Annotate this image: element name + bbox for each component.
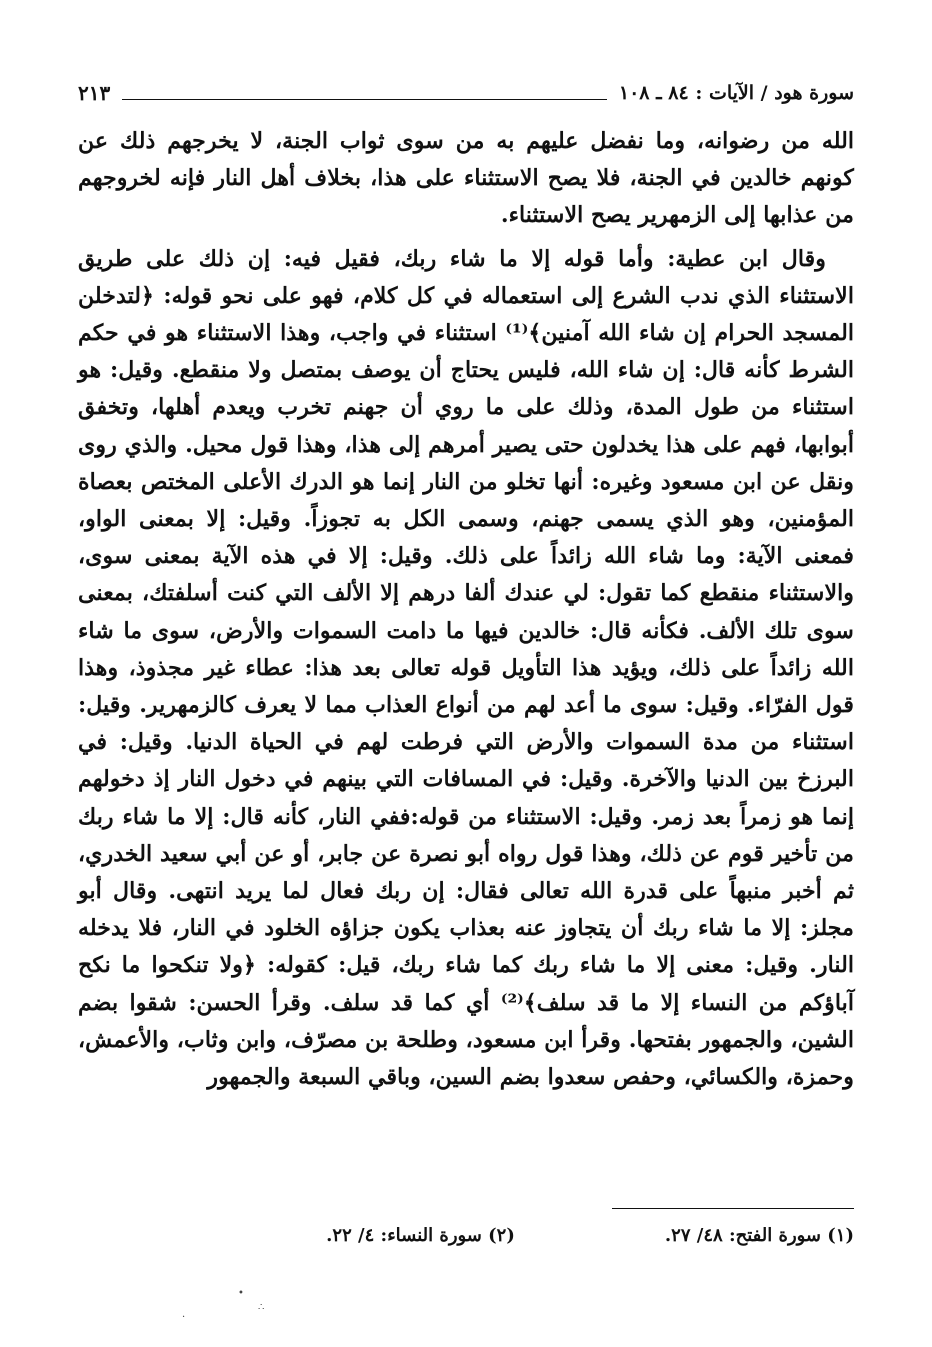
- footnote-2: (٢) سورة النساء: ٤/ ٢٢.: [326, 1225, 515, 1246]
- page-number: ٢١٣: [78, 81, 111, 105]
- paragraph-1: الله من رضوانه، وما نفضل عليهم به من سوى ثواب الجنة، لا يخرجهم ذلك عن كونهم خالدين في الجنة، فلا يصح الاستثناء على هذا، بخلاف أهل النار فإنه لخروجهم من عذابها إلى الزمهرير يصح الاستثناء.: [78, 128, 854, 229]
- header-title: سورة هود / الآيات : ٨٤ ـ ١٠٨: [618, 82, 854, 104]
- paragraph-2: وقال ابن عطية: وأما قوله إلا ما شاء ربك، فقيل فيه: إن ذلك على طريق الاستثناء الذي ندب الشرع إلى استعماله في كل كلام، فهو على نحو قوله: ﴿لتدخلن المسجد الحرام إن شاء الله آمنين﴾⁽¹⁾ استثناء في واجب، وهذا الاستثناء هو في حكم الشرط كأنه قال: إن شاء الله، فليس يحتاج أن يوصف بمتصل ولا منقطع. وقيل: هو استثناء من طول المدة، وذلك على ما روي أن جهنم تخرب ويعدم أهلها، وتخفق أبوابها، فهم على هذا يخدلون حتى يصير أمرهم إلى هذا، وهذا قول محيل. والذي روى ونقل عن ابن مسعود وغيره: أنها تخلو من النار إنما هو الدرك الأعلى المختص بعصاة المؤمنين، وهو الذي يسمى جهنم، وسمى الكل به تجوزاً. وقيل: إلا بمعنى الواو، فمعنى الآية: وما شاء الله زائداً على ذلك. وقيل: إلا في هذه الآية بمعنى سوى، والاستثناء منقطع كما تقول: لي عندك ألفا درهم إلا الألف التي كنت أسلفتك، بمعنى سوى تلك الألف. فكأنه قال: خالدين فيها ما دامت السموات والأرض، سوى ما شاء الله زائداً على ذلك، ويؤيد هذا التأويل قوله تعالى بعد هذا: عطاء غير مجذوذ، وهذا قول الفرّاء. وقيل: سوى ما أعد لهم من أنواع العذاب مما لا يعرف كالزمهرير. وقيل: استثناء من مدة السموات والأرض التي فرطت لهم في الحياة الدنيا. وقيل: في البرزخ بين الدنيا والآخرة. وقيل: في المسافات التي بينهم في دخول النار إذ دخولهم إنما هو زمراً بعد زمر. وقيل: الاستثناء من قوله:ففي النار، كأنه قال: إلا ما شاء ربك من تأخير قوم عن ذلك، وهذا قول رواه أبو نصرة عن جابر، أو عن أبي سعيد الخدري، ثم أخبر منبهاً على قدرة الله تعالى فقال: إن ربك فعال لما يريد انتهى. وقال أبو مجلز: إلا ما شاء ربك أن يتجاوز عنه بعذاب يكون جزاؤه الخلود في النار، فلا يدخله النار. وقيل: معنى إلا ما شاء ربك كما شاء ربك، قيل: كقوله: ﴿ولا تنكحوا ما نكح آباؤكم من النساء إلا ما قد سلف﴾⁽²⁾ أي كما قد سلف. وقرأ الحسن: شقوا بضم الشين، والجمهور بفتحها. وقرأ ابن مسعود، وطلحة بن مصرّف، وابن وثاب، والأعمش، وحمزة، والكسائي، وحفص سعدوا بضم السين، وباقي السبعة والجمهور: [78, 245, 854, 1091]
- scan-speck: ∴: [258, 1302, 265, 1313]
- scan-speck: •: [238, 1288, 244, 1299]
- footnotes: [78, 1225, 854, 1246]
- header-rule: [122, 99, 607, 100]
- footnote-separator: [612, 1208, 854, 1209]
- footnote-1: (١) سورة الفتح: ٤٨/ ٢٧.: [664, 1225, 854, 1246]
- scan-speck: ·: [182, 1312, 186, 1323]
- running-header: [78, 76, 854, 110]
- main-text: [78, 123, 854, 1096]
